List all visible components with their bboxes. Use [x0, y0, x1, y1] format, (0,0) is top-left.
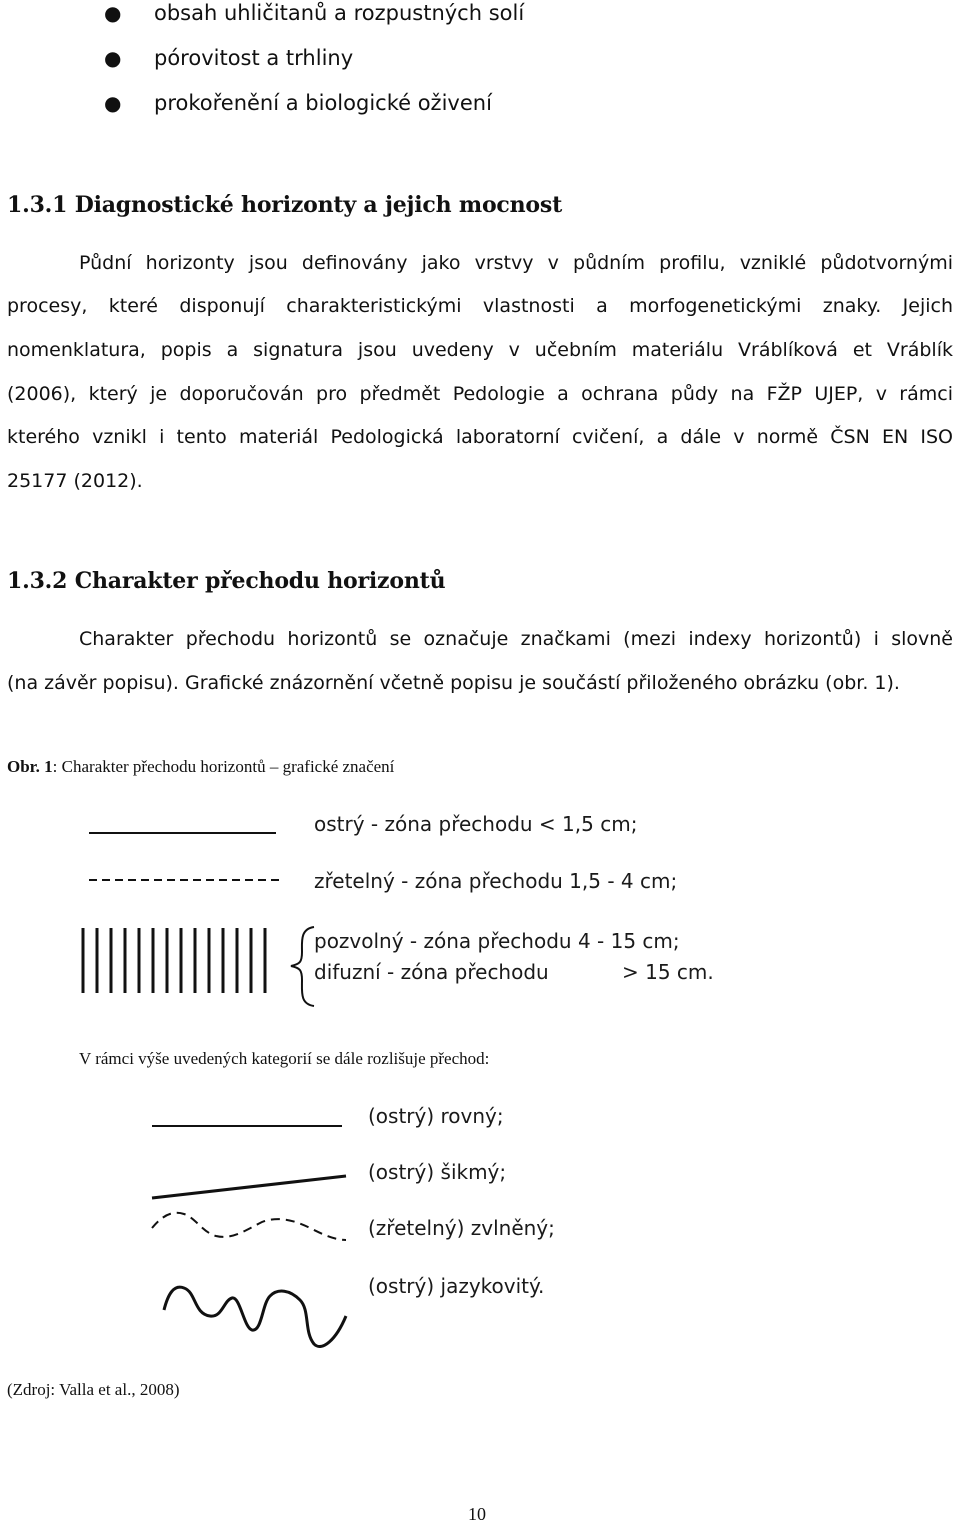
figure-label: (ostrý) rovný;	[368, 1104, 504, 1128]
source-citation: (Zdroj: Valla et al., 2008)	[7, 1380, 180, 1399]
wavy-line-symbol	[152, 1213, 346, 1240]
figure-label: (ostrý) šikmý;	[368, 1160, 507, 1184]
paragraph-line: Charakter přechodu horizontů se označuje značkami (mezi indexy horizontů) i slovně	[79, 628, 953, 650]
paragraph-line: procesy, které disponují charakteristickými vlastnosti a morfogenetickými znaky. Jejich	[7, 295, 953, 317]
figure-label: ostrý - zóna přechodu < 1,5 cm;	[314, 812, 638, 836]
paragraph-line: kterého vznikl i tento materiál Pedologická laboratorní cvičení, a dále v normě ČSN EN ISO	[7, 426, 953, 448]
figure-label: (zřetelný) zvlněný;	[368, 1216, 555, 1240]
figure-label: difuzní - zóna přechodu	[314, 960, 549, 984]
figure-label: (ostrý) jazykovitý.	[368, 1274, 545, 1298]
curly-brace-symbol	[291, 927, 314, 1006]
figure-label: > 15 cm.	[622, 960, 714, 984]
section-heading: 1.3.1 Diagnostické horizonty a jejich mocnost	[7, 192, 563, 218]
list-item	[104, 88, 864, 118]
list-item-text: pórovitost a trhliny	[154, 46, 354, 70]
oblique-line-symbol	[152, 1176, 346, 1198]
list-item-text: prokořenění a biologické oživení	[154, 91, 492, 115]
figure-caption	[7, 755, 394, 779]
paragraph-line: (2006), který je doporučován pro předmět Pedologie a ochrana půdy na FŽP UJEP, v rámci	[7, 383, 953, 405]
figure-caption-label: Obr. 1	[7, 757, 53, 776]
paragraph-line: 25177 (2012).	[7, 470, 143, 492]
bullet-icon: ●	[104, 1, 122, 25]
list-item	[104, 0, 864, 28]
figure-label: pozvolný - zóna přechodu 4 - 15 cm;	[314, 929, 680, 953]
list-item-text: obsah uhličitanů a rozpustných solí	[154, 1, 525, 25]
bullet-icon: ●	[104, 91, 122, 115]
paragraph-line: Půdní horizonty jsou definovány jako vrstvy v půdním profilu, vzniklé půdotvornými	[79, 252, 953, 274]
figure-label: zřetelný - zóna přechodu 1,5 - 4 cm;	[314, 869, 678, 893]
page-number: 10	[468, 1504, 486, 1524]
figure-caption-text: : Charakter přechodu horizontů – grafické značení	[52, 757, 395, 776]
tongued-line-symbol	[164, 1287, 346, 1346]
section-heading: 1.3.2 Charakter přechodu horizontů	[7, 568, 446, 594]
bullet-icon: ●	[104, 46, 122, 70]
paragraph-line: nomenklatura, popis a signatura jsou uvedeny v učebním materiálu Vráblíková et Vráblík	[7, 339, 953, 361]
hatched-symbol	[83, 928, 265, 993]
shape-note: V rámci výše uvedených kategorií se dále rozlišuje přechod:	[79, 1049, 490, 1068]
list-item	[104, 43, 864, 73]
paragraph-line: (na závěr popisu). Grafické znázornění včetně popisu je součástí přiloženého obrázku (obr. 1).	[7, 672, 900, 694]
